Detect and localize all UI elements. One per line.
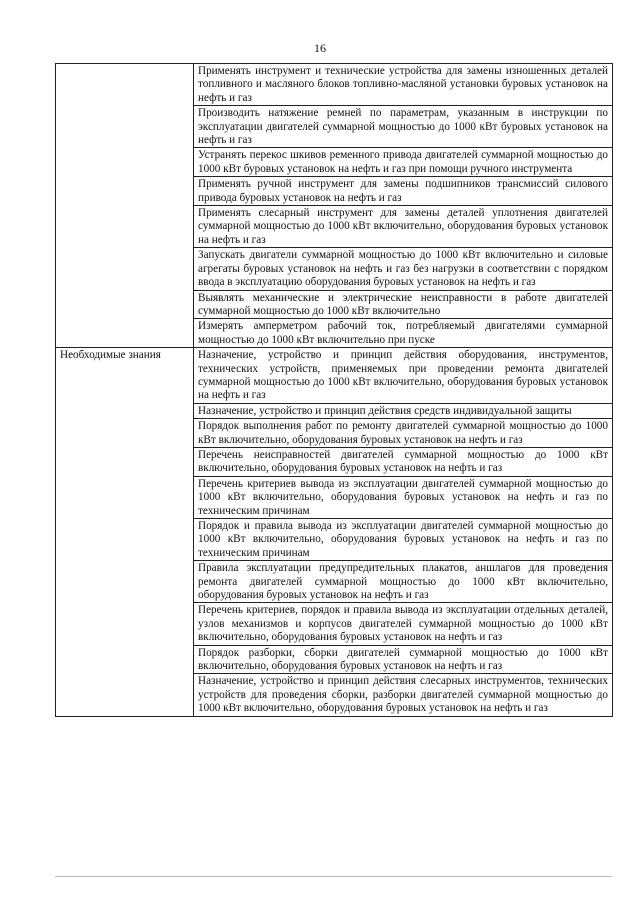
skill-item: Производить натяжение ремней по параметрам, указанным в инструкции по эксплуатации двигателей суммарной мощностью до 1000 кВт буровых установок на нефть и газ	[194, 106, 613, 148]
knowledge-item: Перечень критериев вывода из эксплуатации двигателей суммарной мощностью до 1000 кВт включительно, оборудования буровых установок на нефть и газ по техническим причинам	[194, 476, 613, 518]
knowledge-item: Перечень неисправностей двигателей суммарной мощностью до 1000 кВт включительно, оборудования буровых установок на нефть и газ	[194, 447, 613, 476]
page-number: 16	[314, 41, 326, 55]
skill-item: Устранять перекос шкивов ременного привода двигателей суммарной мощностью до 1000 кВт буровых установок на нефть и газ при помощи ручного инструмента	[194, 148, 613, 177]
table-row	[56, 64, 613, 106]
table-row	[56, 348, 613, 404]
requirements-table	[55, 63, 613, 717]
skill-item: Запускать двигатели суммарной мощностью до 1000 кВт включительно и силовые агрегаты буровых установок на нефть и газ без нагрузки в соответствии с порядком ввода в эксплуатацию оборудования буровых установок на нефть и газ	[194, 248, 613, 290]
knowledge-item: Порядок разборки, сборки двигателей суммарной мощностью до 1000 кВт включительно, оборудования буровых установок на нефть и газ	[194, 645, 613, 674]
skill-item: Применять инструмент и технические устройства для замены изношенных деталей топливного и масляного блоков топливно-масляной установки буровых установок на нефть и газ	[194, 64, 613, 106]
section-label-knowledge: Необходимые знания	[56, 348, 194, 717]
skill-item: Применять слесарный инструмент для замены деталей уплотнения двигателей суммарной мощностью до 1000 кВт включительно, оборудования буровых установок на нефть и газ	[194, 206, 613, 248]
knowledge-item: Назначение, устройство и принцип действия оборудования, инструментов, технических устройств, применяемых при проведении ремонта двигателей суммарной мощностью до 1000 кВт включительно, оборудования буровых установок на нефть и газ	[194, 348, 613, 404]
knowledge-item: Перечень критериев, порядок и правила вывода из эксплуатации отдельных деталей, узлов механизмов и корпусов двигателей суммарной мощностью до 1000 кВт включительно, оборудования буровых установок на нефть и газ	[194, 603, 613, 645]
knowledge-item: Назначение, устройство и принцип действия слесарных инструментов, технических устройств для проведения сборки, разборки двигателей суммарной мощностью до 1000 кВт включительно, оборудования буровых установок на нефть и газ	[194, 674, 613, 716]
page-bottom-divider	[55, 876, 612, 877]
knowledge-item: Порядок и правила вывода из эксплуатации двигателей суммарной мощностью до 1000 кВт включительно, оборудования буровых установок на нефть и газ по техническим причинам	[194, 519, 613, 561]
knowledge-item: Порядок выполнения работ по ремонту двигателей суммарной мощностью до 1000 кВт включительно, оборудования буровых установок на нефть и газ	[194, 419, 613, 448]
skill-item: Применять ручной инструмент для замены подшипников трансмиссий силового привода буровых установок на нефть и газ	[194, 177, 613, 206]
knowledge-item: Назначение, устройство и принцип действия средств индивидуальной защиты	[194, 403, 613, 418]
skill-item: Измерять амперметром рабочий ток, потребляемый двигателями суммарной мощностью до 1000 кВт включительно при пуске	[194, 319, 613, 348]
section-label	[56, 64, 194, 348]
skill-item: Выявлять механические и электрические неисправности в работе двигателей суммарной мощностью до 1000 кВт включительно	[194, 290, 613, 319]
knowledge-item: Правила эксплуатации предупредительных плакатов, аншлагов для проведения ремонта двигателей суммарной мощностью до 1000 кВт включительно, оборудования буровых установок на нефть и газ	[194, 561, 613, 603]
